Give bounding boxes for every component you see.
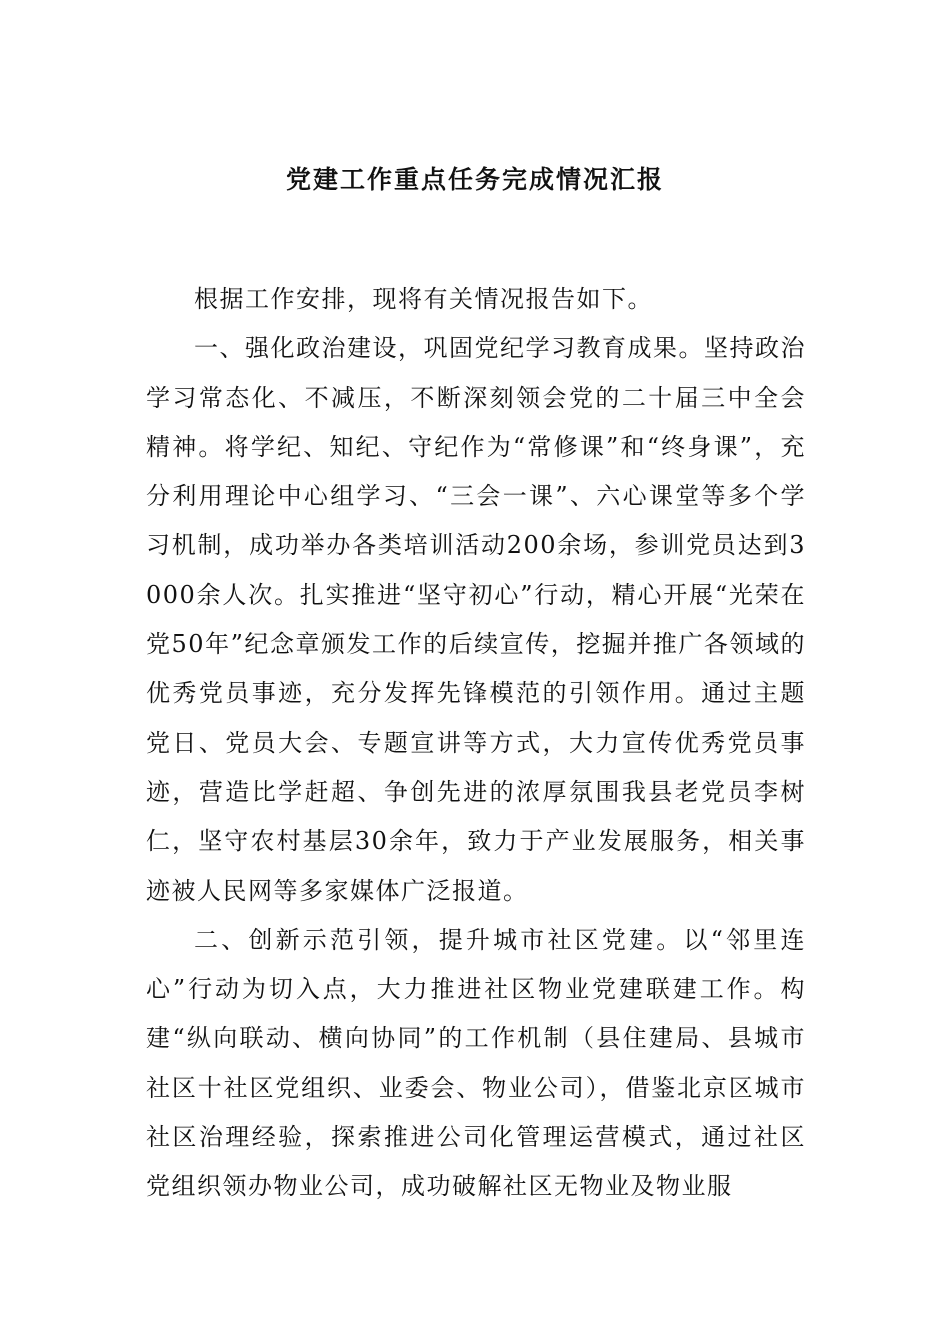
paragraph-community-party-building: 二、创新示范引领，提升城市社区党建。以“邻里连心”行动为切入点，大力推进社区物业党建联建工作。构建“纵向联动、横向协同”的工作机制（县住建局、县城市社区十社区党组织、业委会、物业公司），借鉴北京区城市社区治理经验，探索推进公司化管理运营模式，通过社区党组织领办物业公司，成功破解社区无物业及物业服 (146, 925, 806, 1201)
paragraph-intro: 根据工作安排，现将有关情况报告如下。 (194, 285, 653, 313)
document-title: 党建工作重点任务完成情况汇报 (285, 165, 664, 194)
document-body (146, 275, 806, 1212)
paragraph-political-building: 一、强化政治建设，巩固党纪学习教育成果。坚持政治学习常态化、不减压，不断深刻领会党的二十届三中全会精神。将学纪、知纪、守纪作为“常修课”和“终身课”，充分利用理论中心组学习、“三会一课”、六心课堂等多个学习机制，成功举办各类培训活动200余场，参训党员达到3000余人次。扎实推进“坚守初心”行动，精心开展“光荣在党50年”纪念章颁发工作的后续宣传，挖掘并推广各领域的优秀党员事迹，充分发挥先锋模范的引领作用。通过主题党日、党员大会、专题宣讲等方式，大力宣传优秀党员事迹，营造比学赶超、争创先进的浓厚氛围我县老党员李树仁，坚守农村基层30余年，致力于产业发展服务，相关事迹被人民网等多家媒体广泛报道。 (146, 334, 806, 905)
